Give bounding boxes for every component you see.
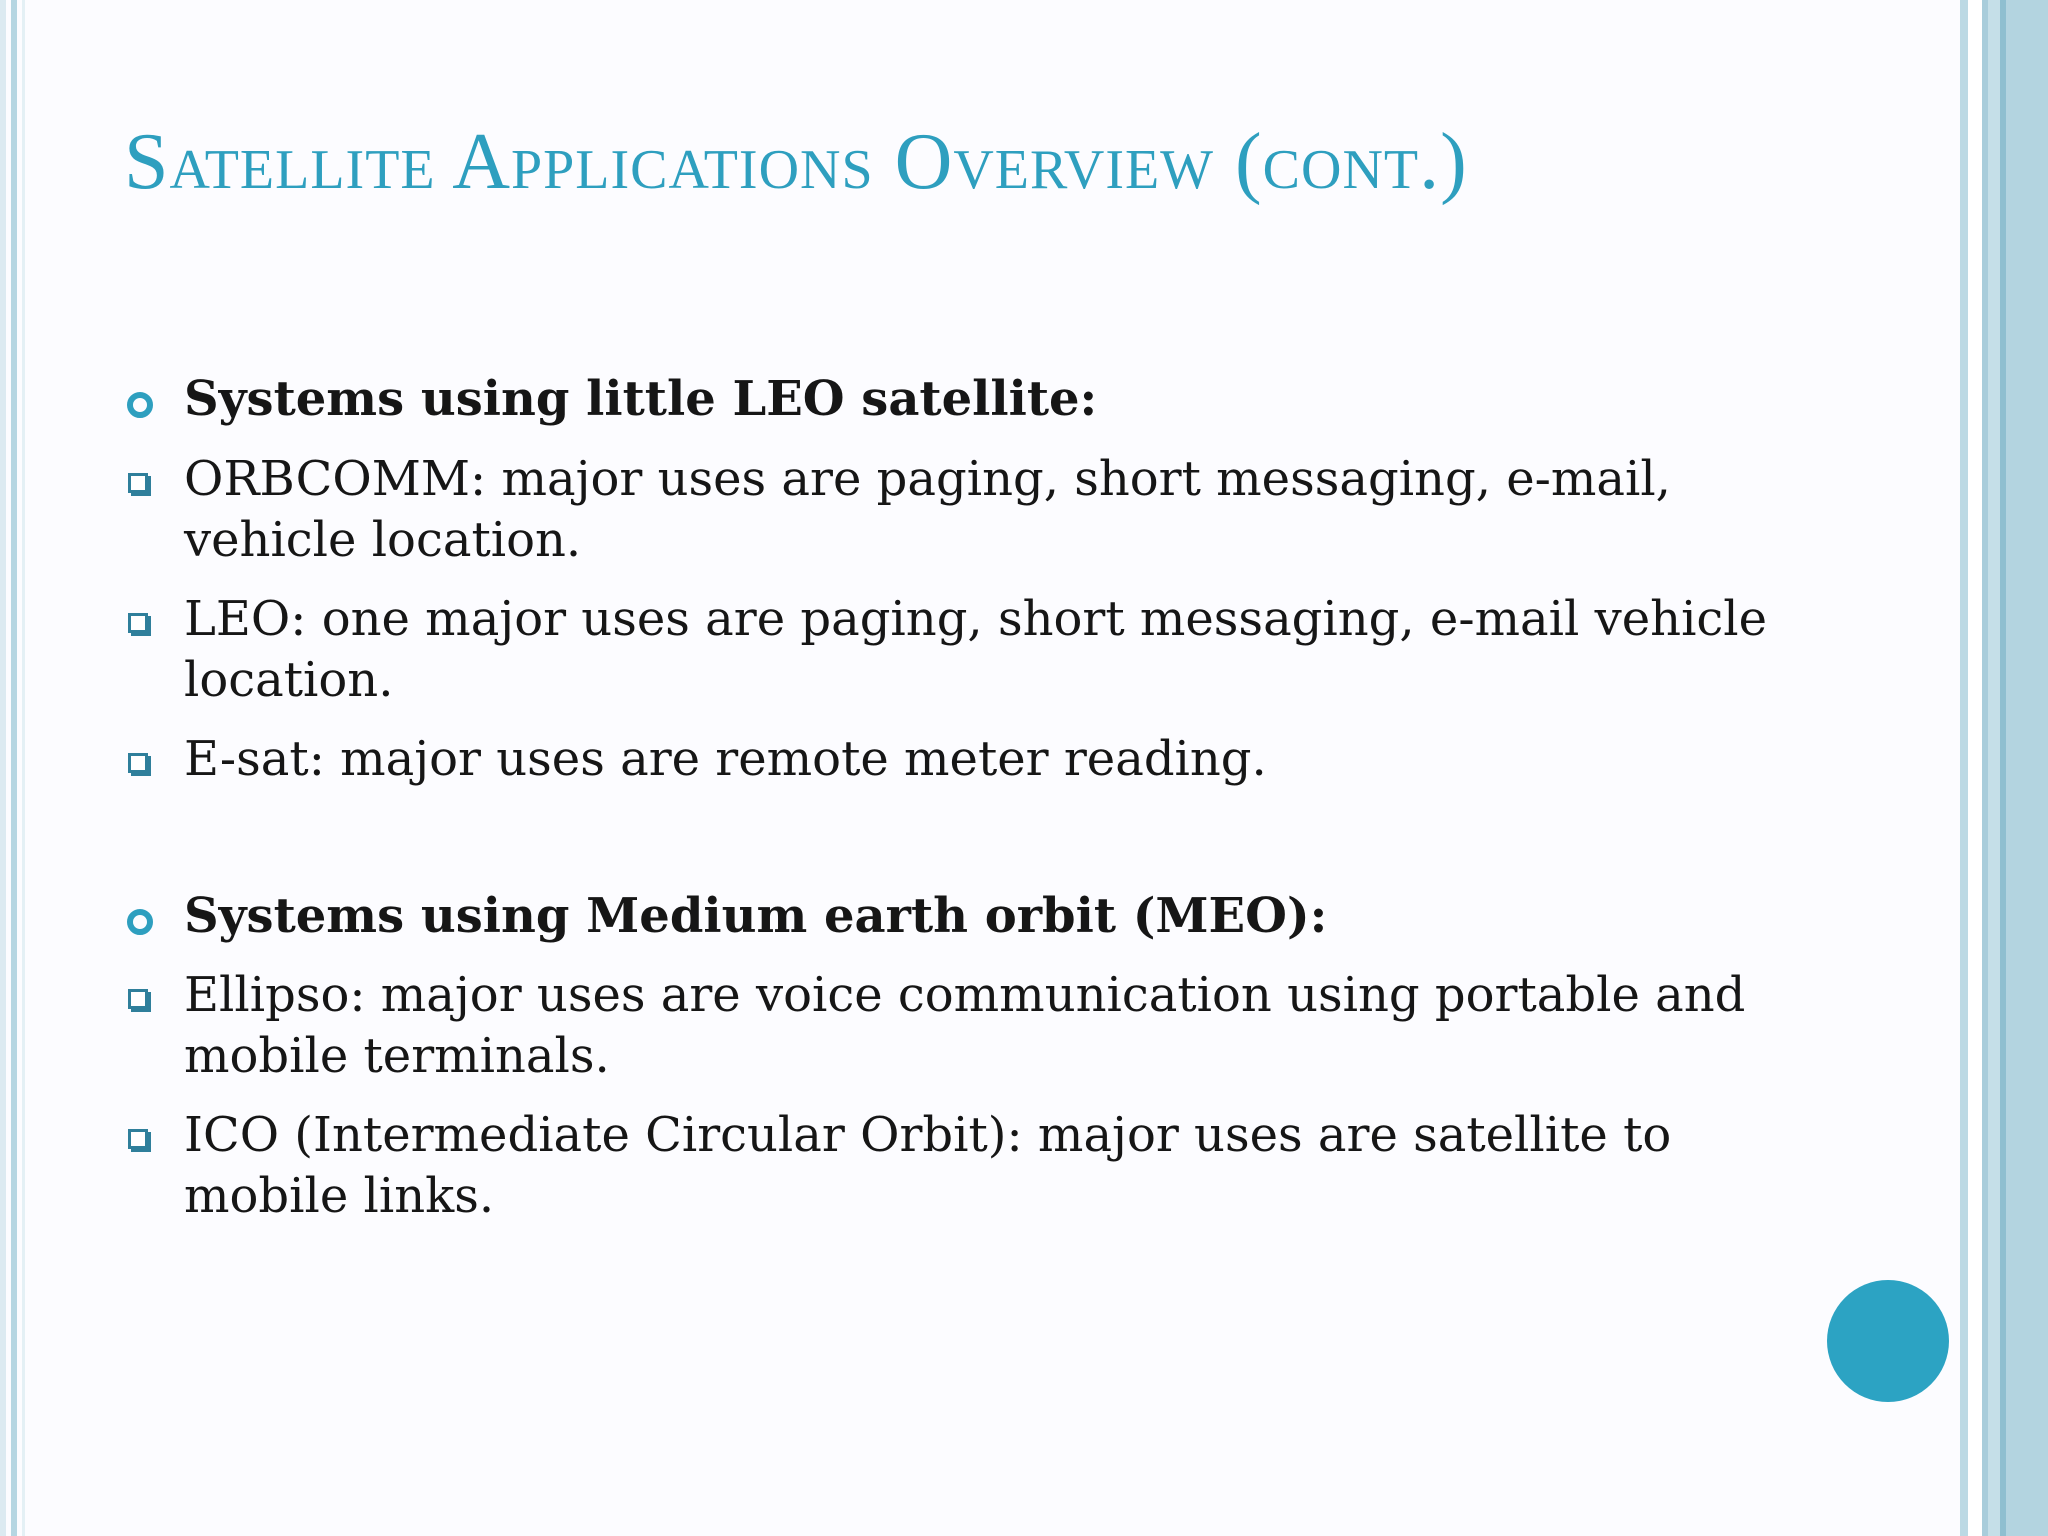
square-bullet-icon [128,1129,148,1149]
square-bullet-icon [128,989,148,1009]
list-item-esat: E-sat: major uses are remote meter reading. [184,731,1267,787]
square-bullet-icon [128,473,148,493]
decorative-circle [1827,1280,1949,1402]
square-bullet-icon [128,753,148,773]
left-border-stripe [11,0,17,1536]
list-item-ellipso: Ellipso: major uses are voice communication using portable and mobile terminals. [184,967,1746,1084]
section-heading-leo: Systems using little LEO satellite: [184,371,1098,427]
right-border-stripe [1968,0,1982,1536]
left-border-stripe [22,0,25,1536]
circle-bullet-icon [127,392,153,418]
list-item-leo: LEO: one major uses are paging, short messaging, e-mail vehicle location. [184,591,1768,708]
right-border-stripe [1988,0,2000,1536]
section-heading-meo: Systems using Medium earth orbit (MEO): [184,888,1328,944]
right-border-stripe [1960,0,1968,1536]
slide-title: Satellite Applications Overview (cont.) [124,118,1468,206]
square-bullet-icon [128,613,148,633]
left-border-stripe [0,0,6,1536]
list-item-orbcomm: ORBCOMM: major uses are paging, short messaging, e-mail, vehicle location. [184,451,1671,568]
circle-bullet-icon [127,909,153,935]
list-item-ico: ICO (Intermediate Circular Orbit): major uses are satellite to mobile links. [184,1107,1672,1224]
right-border-stripe [2006,0,2048,1536]
